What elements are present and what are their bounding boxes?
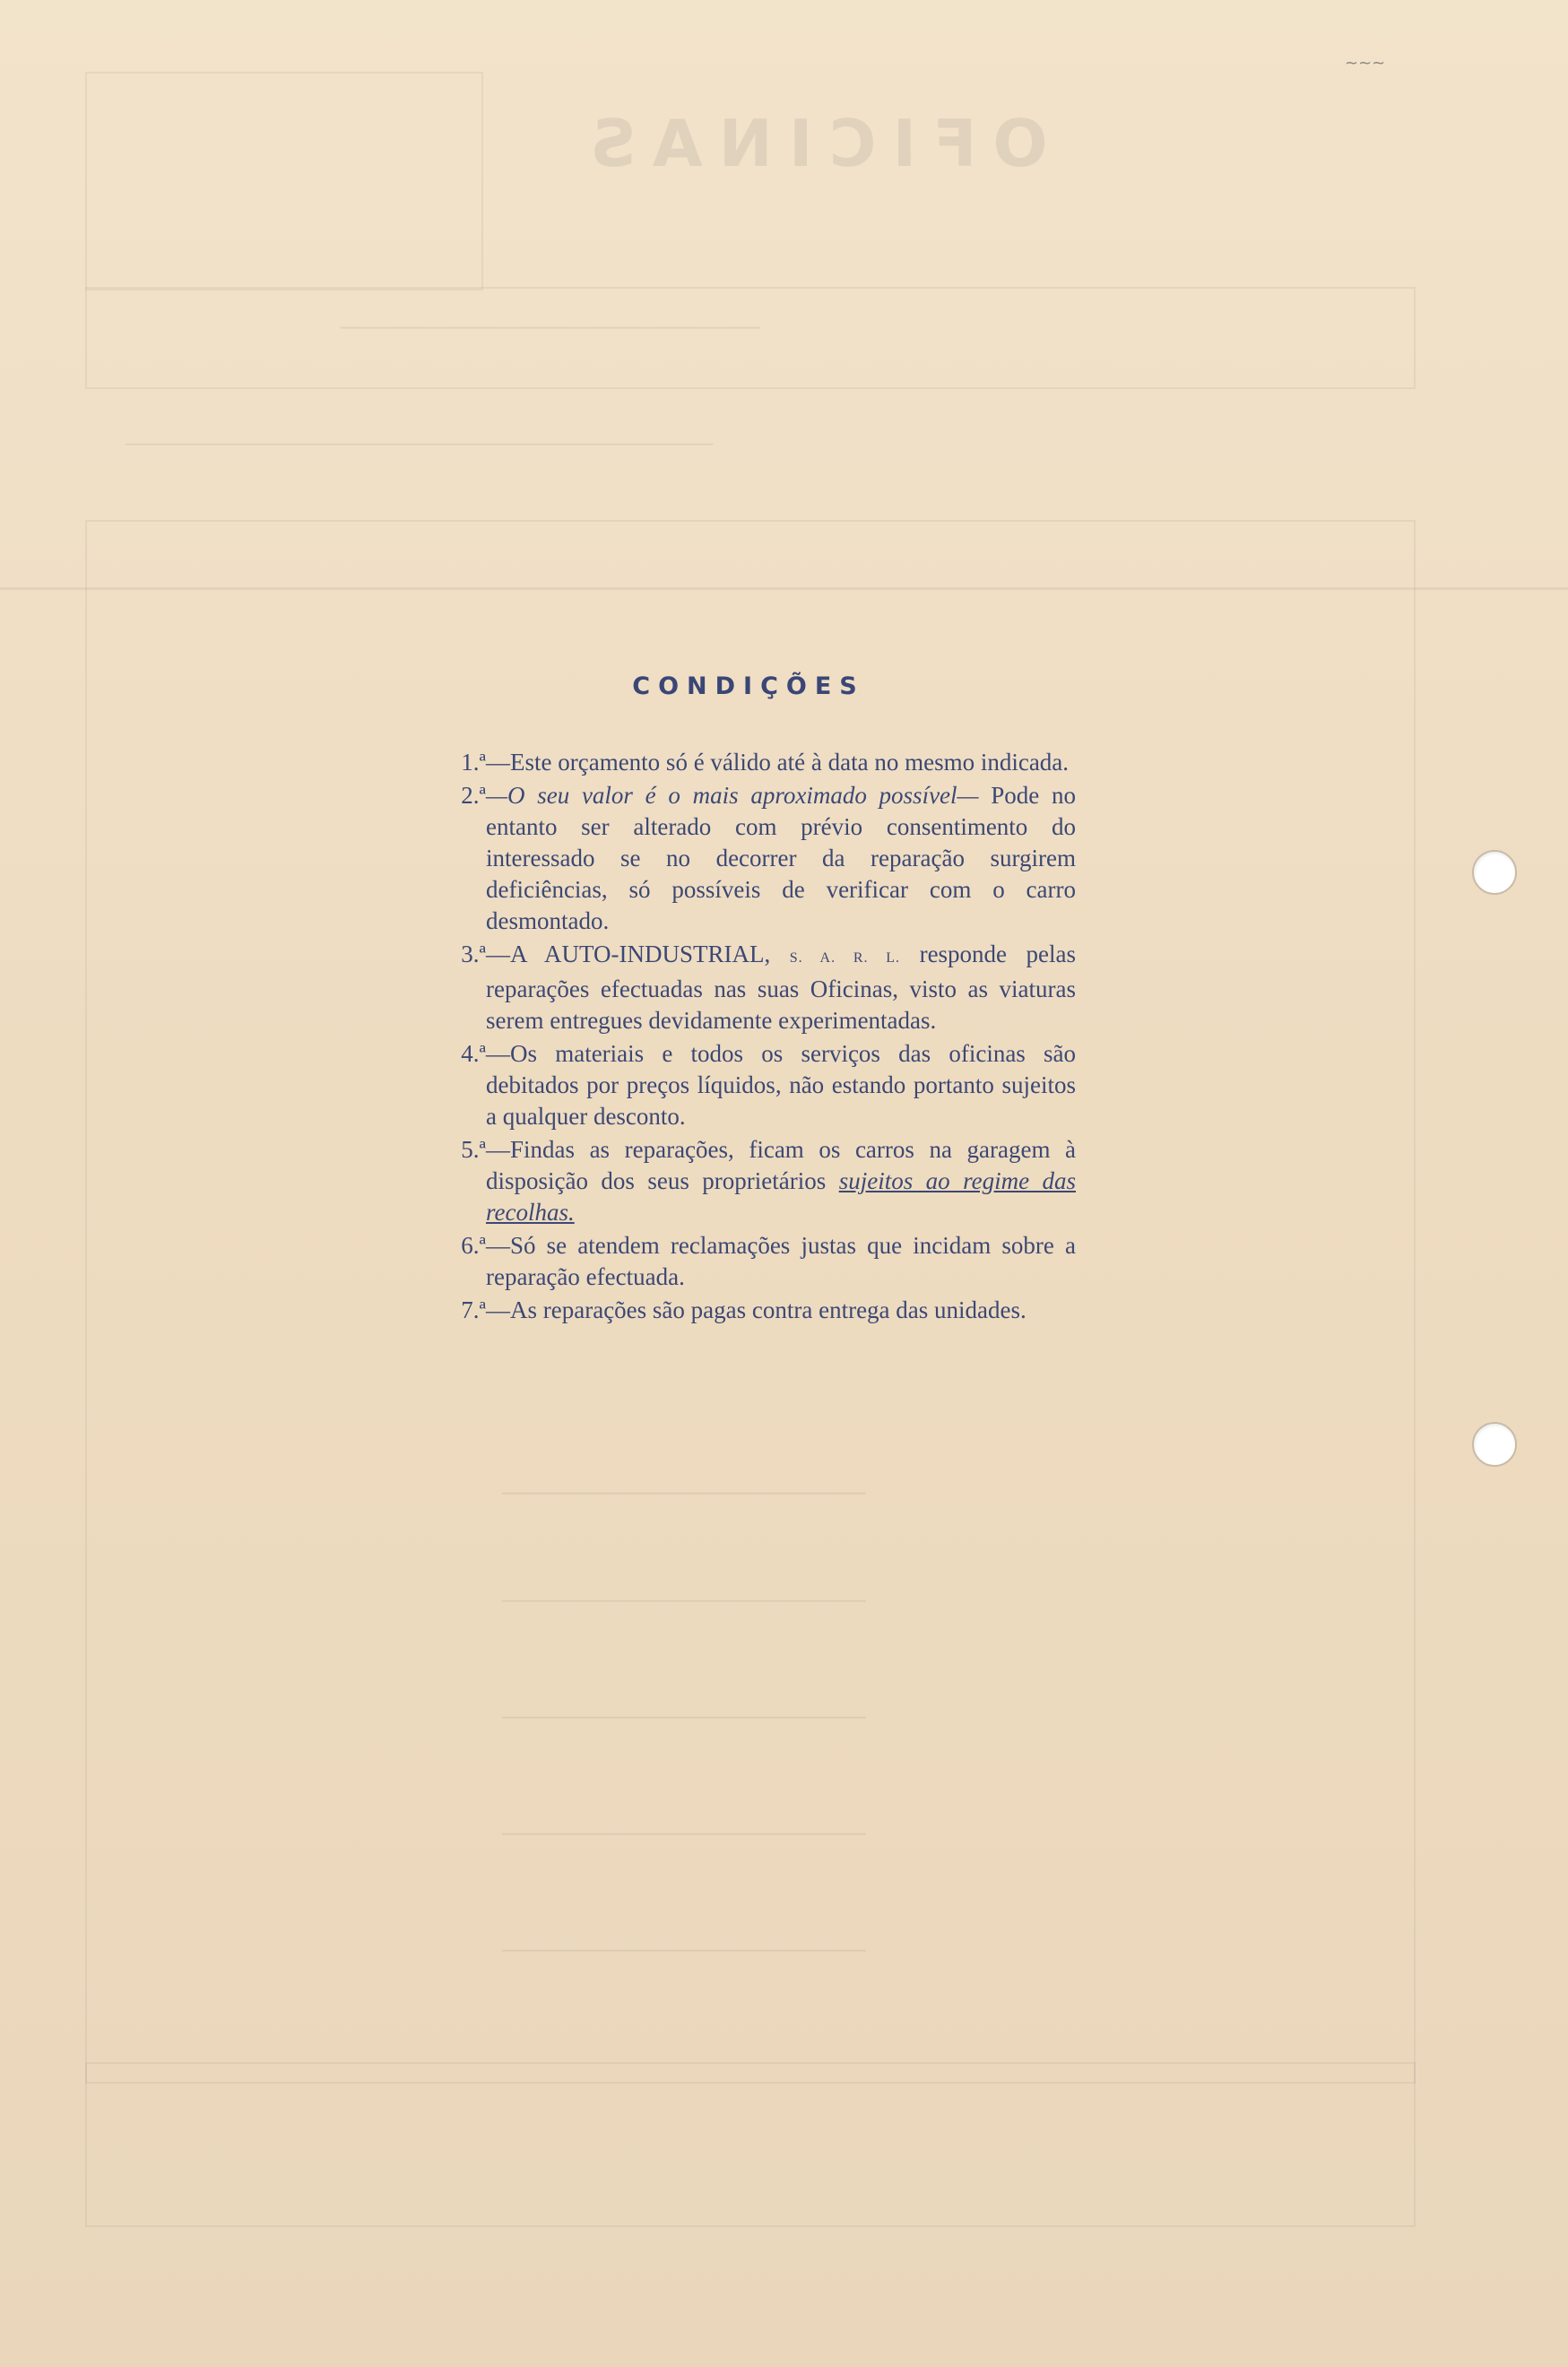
condition-item-1 bbox=[421, 747, 1076, 778]
condition-body bbox=[486, 1134, 1076, 1228]
condition-italic-lead: —O seu valor é o mais aproximado possível— bbox=[486, 782, 979, 809]
condition-text: —Os materiais e todos os serviços das oficinas são debitados por preços líquidos, não estando portanto sujeitos a qualquer desconto. bbox=[486, 1040, 1076, 1130]
condition-underlined-text: sujeitos ao regime das recolhas. bbox=[486, 1167, 1076, 1226]
bleed-through-line: —————————————————————————— bbox=[502, 1479, 866, 1506]
bleed-through-line: —————————————————————————— bbox=[502, 1937, 866, 1964]
corner-scribble: ~~~ bbox=[1345, 54, 1386, 73]
condition-number: 6.ª bbox=[461, 1232, 486, 1259]
conditions-heading: CONDIÇÕES bbox=[632, 672, 865, 700]
condition-body bbox=[486, 939, 1076, 1036]
condition-number: 5.ª bbox=[461, 1136, 486, 1163]
condition-company-suffix: S. A. R. L. bbox=[789, 950, 901, 966]
condition-item-4 bbox=[421, 1038, 1076, 1132]
condition-text: —Este orçamento só é válido até à data no mesmo indicada. bbox=[486, 749, 1070, 776]
conditions-section bbox=[421, 672, 1076, 1328]
condition-number: 3.ª bbox=[461, 941, 486, 967]
condition-text: Pode no entanto ser alterado com prévio consentimento do interessado se no decorrer da reparação surgirem deficiências, só possíveis de verificar com o carro desmontado. bbox=[486, 782, 1077, 934]
condition-text: —As reparações são pagas contra entrega das unidades. bbox=[486, 1296, 1027, 1323]
punch-hole-top bbox=[1472, 850, 1517, 895]
bleed-through-line: —————————————————————————————— bbox=[341, 314, 761, 341]
bleed-through-letterhead: OFICINAS bbox=[574, 106, 1048, 181]
bleed-through-line: —————————————————————————— bbox=[502, 1587, 866, 1614]
condition-item-6 bbox=[421, 1230, 1076, 1293]
bleed-through-form-box bbox=[85, 72, 483, 290]
condition-number: 1.ª bbox=[461, 749, 486, 776]
condition-text: —Só se atendem reclamações justas que incidam sobre a reparação efectuada. bbox=[486, 1232, 1076, 1290]
punch-hole-bottom bbox=[1472, 1422, 1517, 1467]
condition-item-2 bbox=[421, 780, 1076, 937]
condition-number: 7.ª bbox=[461, 1296, 486, 1323]
condition-item-5 bbox=[421, 1134, 1076, 1228]
condition-number: 2.ª bbox=[461, 782, 486, 809]
paper-fold bbox=[0, 587, 1568, 590]
condition-company-name: —A AUTO-INDUSTRIAL, bbox=[486, 941, 771, 967]
bleed-through-form-box bbox=[85, 2062, 1416, 2227]
bleed-through-line: —————————————————————————— bbox=[502, 1820, 866, 1847]
condition-item-3 bbox=[421, 939, 1076, 1036]
bleed-through-line: —————————————————————————————————————————— bbox=[126, 430, 714, 457]
condition-text: —Findas as reparações, ficam os carros na garagem à disposição dos seus proprietários bbox=[486, 1136, 1076, 1194]
condition-body bbox=[486, 780, 1076, 937]
condition-item-7 bbox=[421, 1295, 1076, 1326]
condition-text: responde pelas reparações efectuadas nas suas Oficinas, visto as viaturas serem entregues devidamente experimentadas. bbox=[486, 941, 1077, 1034]
condition-number: 4.ª bbox=[461, 1040, 486, 1067]
bleed-through-line: —————————————————————————— bbox=[502, 1704, 866, 1730]
